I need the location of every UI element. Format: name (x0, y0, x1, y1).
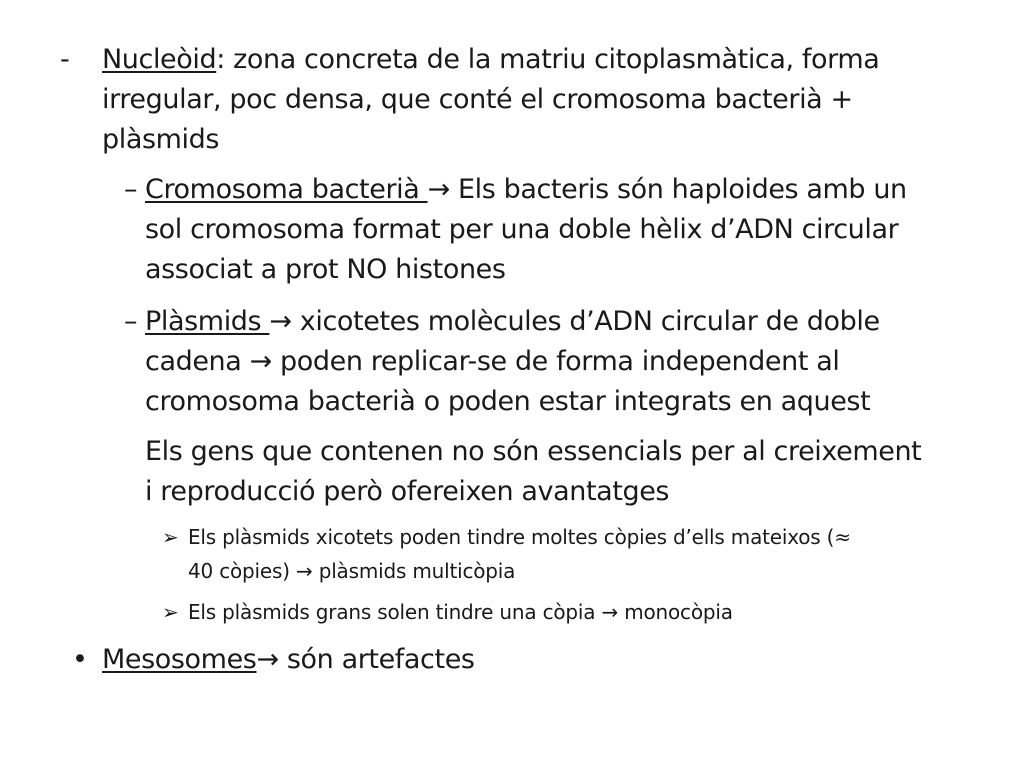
arrow-icon: → (427, 174, 450, 205)
nucleoid-line-2: irregular, poc densa, que conté el cromosoma bacterià + (102, 84, 853, 115)
chromosome-term: Cromosoma bacterià (145, 174, 428, 205)
plasmids-line-3: cromosoma bacterià o poden estar integrats en aquest (145, 386, 871, 417)
plasmids-term: Plàsmids (145, 306, 270, 337)
arrow-icon: → (601, 600, 619, 624)
chromosome-line-3: associat a prot NO histones (145, 254, 506, 285)
arrow-icon: → (249, 346, 272, 377)
small-plasmids-line-2a: 40 còpies) (188, 559, 296, 583)
small-plasmids-line-2b: plàsmids multicòpia (312, 559, 516, 583)
large-plasmids-line-1a: Els plàsmids grans solen tindre una còpia (188, 600, 602, 624)
genes-line-2: i reproducció però ofereixen avantatges (145, 476, 670, 507)
chromosome-text: Els bacteris són haploides amb un (449, 174, 907, 205)
mesosomes-term: Mesosomes (102, 644, 257, 675)
small-plasmids-line-1: Els plàsmids xicotets poden tindre moltes còpies d’ells mateixos (≈ (188, 525, 851, 549)
arrowhead-bullet-icon: ➢ (162, 600, 179, 624)
dot-bullet: • (72, 644, 88, 675)
nucleoid-line-3: plàsmids (102, 124, 220, 155)
arrow-icon: → (256, 644, 279, 675)
nucleoid-term: Nucleòid (102, 44, 217, 75)
arrow-icon: → (295, 559, 313, 583)
plasmids-line-2a: cadena (145, 346, 250, 377)
mesosomes-text: són artefactes (278, 644, 475, 675)
plasmids-line-2b: poden replicar-se de forma independent al (271, 346, 840, 377)
dash-bullet: - (60, 44, 70, 75)
arrowhead-bullet-icon: ➢ (162, 525, 179, 549)
genes-line-1: Els gens que contenen no són essencials per al creixement (145, 436, 922, 467)
nucleoid-text: : zona concreta de la matriu citoplasmàtica, forma (216, 44, 880, 75)
plasmids-text: xicotetes molècules d’ADN circular de doble (291, 306, 880, 337)
en-dash-bullet: – (124, 174, 138, 205)
en-dash-bullet: – (124, 306, 138, 337)
large-plasmids-line-1b: monocòpia (618, 600, 733, 624)
arrow-icon: → (269, 306, 292, 337)
chromosome-line-2: sol cromosoma format per una doble hèlix d’ADN circular (145, 214, 899, 245)
